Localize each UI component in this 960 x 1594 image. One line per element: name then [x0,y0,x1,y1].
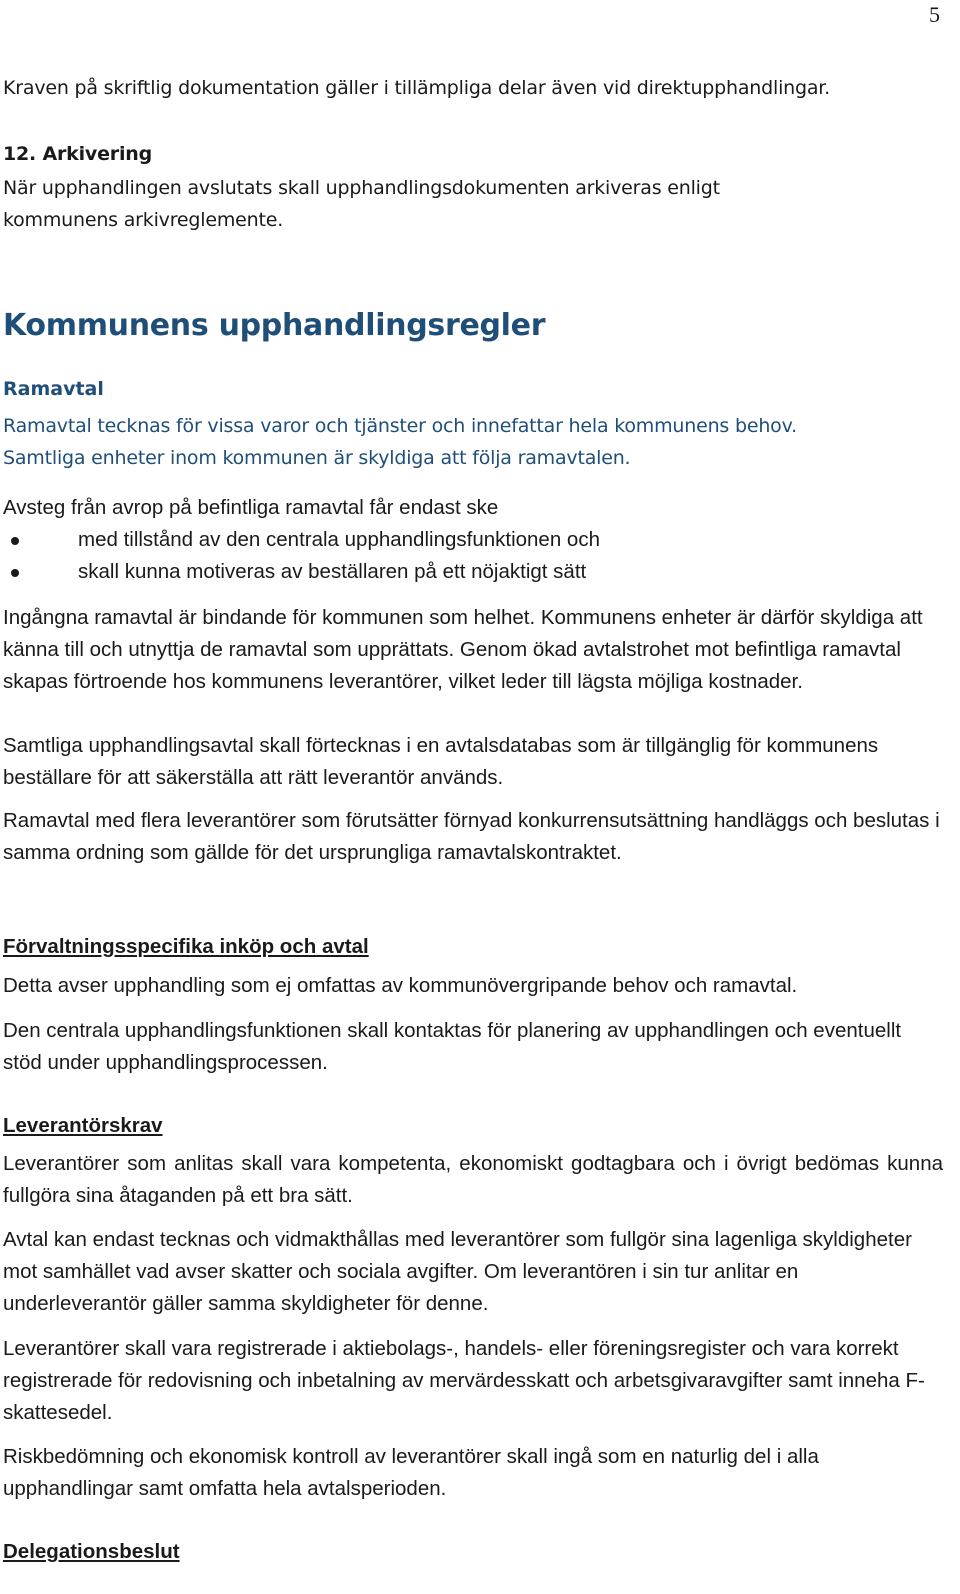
intro-paragraph: Kraven på skriftlig dokumentation gäller i tillämpliga delar även vid direktupphandlingar. [3,77,830,99]
section-heading-delegationsbeslut: Delegationsbeslut [3,1540,180,1563]
leverantorskrav-paragraph-3: Leverantörer skall vara registrerade i aktiebolags-, handels- eller föreningsregister och vara korrekt registrerade för redovisning och inbetalning av mervärdesskatt och arbetsgivaravgifter samt inneha F-skattesedel. [3,1337,925,1424]
ramavtal-line-1: Ramavtal tecknas för vissa varor och tjänster och innefattar hela kommunens behov. [3,415,797,437]
list-item-text: med tillstånd av den centrala upphandlingsfunktionen och [78,528,600,551]
ramavtal-paragraph-3: Ramavtal med flera leverantörer som förutsätter förnyad konkurrensutsättning handläggs och beslutas i samma ordning som gällde för det ursprungliga ramavtalskontraktet. [3,809,940,864]
forvaltning-paragraph-2: Den centrala upphandlingsfunktionen skall kontaktas för planering av upphandlingen och eventuellt stöd under upphandlingsprocessen. [3,1019,902,1074]
ramavtal-paragraph-2: Samtliga upphandlingsavtal skall förtecknas i en avtalsdatabas som är tillgänglig för kommunens beställare för att säkerställa att rätt leverantör används. [3,734,879,789]
avsteg-intro: Avsteg från avrop på befintliga ramavtal får endast ske [3,496,499,519]
section-heading-leverantorskrav: Leverantörskrav [3,1114,163,1137]
leverantorskrav-paragraph-2: Avtal kan endast tecknas och vidmakthållas med leverantörer som fullgör sina lagenliga skyldigheter mot samhället vad avser skatter och sociala avgifter. Om leverantören i sin tur anlitar en underleverantör gäller samma skyldigheter för denne. [3,1228,912,1315]
ramavtal-paragraph-1: Ingångna ramavtal är bindande för kommunen som helhet. Kommunens enheter är därför skyldiga att känna till och utnyttja de ramavtal som upprättats. Genom ökad avtalstrohet mot befintliga ramavtal skapas förtroende hos kommunens leverantörer, vilket leder till lägsta möjliga kostnader. [3,606,923,693]
list-item [3,556,943,588]
section-heading-ramavtal: Ramavtal [3,378,104,400]
bullet-icon [11,569,19,577]
ramavtal-line-2: Samtliga enheter inom kommunen är skyldiga att följa ramavtalen. [3,447,631,469]
forvaltning-paragraph-1: Detta avser upphandling som ej omfattas av kommunövergripande behov och ramavtal. [3,974,798,997]
list-item [3,524,943,556]
section-heading-arkivering: 12. Arkivering [3,143,152,165]
leverantorskrav-paragraph-4: Riskbedömning och ekonomisk kontroll av leverantörer skall ingå som en naturlig del i alla upphandlingar samt omfatta hela avtalsperioden. [3,1445,819,1500]
arkivering-line-2: kommunens arkivreglemente. [3,209,284,231]
page-number: 5 [929,2,940,27]
page-title: Kommunens upphandlingsregler [3,308,546,343]
bullet-icon [11,537,19,545]
arkivering-line-1: När upphandlingen avslutats skall upphandlingsdokumenten arkiveras enligt [3,177,720,199]
avsteg-list [3,524,943,588]
list-item-text: skall kunna motiveras av beställaren på ett nöjaktigt sätt [78,560,587,583]
section-heading-forvaltning: Förvaltningsspecifika inköp och avtal [3,935,369,958]
leverantorskrav-paragraph-1: Leverantörer som anlitas skall vara kompetenta, ekonomiskt godtagbara och i övrigt bedömas kunna fullgöra sina åtaganden på ett bra sätt. [3,1152,943,1207]
